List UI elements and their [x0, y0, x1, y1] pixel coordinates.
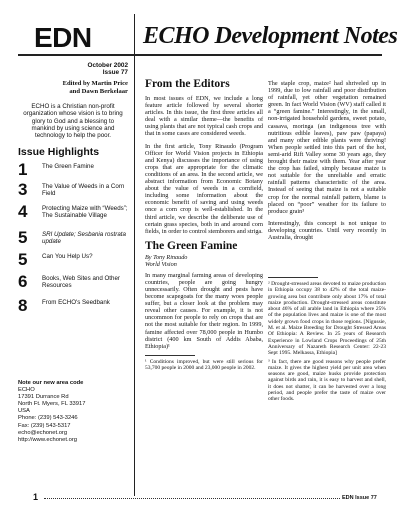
- sidebar: [18, 62, 128, 317]
- address-line: USA: [18, 408, 30, 415]
- highlight-page: 3: [18, 180, 28, 200]
- highlight-item[interactable]: [18, 273, 128, 297]
- masthead-short: EDN: [34, 22, 92, 53]
- footnote-rule: [145, 355, 195, 356]
- article-column-middle: [145, 78, 263, 371]
- highlights-title: Issue Highlights: [18, 146, 100, 159]
- highlight-item[interactable]: [18, 181, 128, 203]
- editors-paragraph: In the first article, Tony Rinaudo (Program Officer for World Vision projects in Ethiopia and Kenya) discusses the importance of using crops that are appropriate for the climatic conditions of an area. In the second article, we abstract information from Economic Botany about the value of weeds in a cornfield, including some information about the economic benefit of saving and using weeds once a corn crop is well-established. In the third article, we describe the deliberate use of certain grass species, both in and around corn fields, in order to control stemborers and striga.: [145, 142, 263, 235]
- footnote-rule: [268, 277, 318, 278]
- article-affiliation: World Vision: [145, 260, 177, 268]
- highlight-text: From ECHO's Seedbank: [42, 299, 110, 307]
- highlight-text: Protecting Maize with “Weeds”; The Sustainable Village: [42, 205, 128, 220]
- highlight-text: [42, 231, 130, 245]
- highlight-text: The Green Famine: [42, 163, 94, 171]
- masthead-title: ECHO Development Notes: [143, 23, 398, 49]
- article-paragraph: In many marginal farming areas of developing countries, people are going hungry unnecessarily. Often drought and pests have become scapegoats for the many woes people suffer, but a closer look at the problem may reveal other causes. For example, it is not uncommon for people to rely on crops that are not the most suitable for their region. In 1999, famine affected over 78,000 people in Humbo district (400 km South of Addis Ababa, Ethiopia)¹: [145, 271, 263, 350]
- address-heading: Note our new area code: [18, 380, 84, 386]
- highlight-item[interactable]: [18, 203, 128, 229]
- phone-number: Phone: (239) 543-3246: [18, 415, 78, 422]
- highlight-item[interactable]: [18, 229, 128, 251]
- footer-rule: [44, 498, 340, 499]
- footnotes-right: [268, 273, 386, 403]
- issue-date: October 2002: [87, 62, 128, 69]
- highlight-text: Books, Web Sites and Other Resources: [42, 275, 120, 290]
- address-line: ECHO: [18, 387, 35, 394]
- address-line: North Ft. Myers, FL 33917: [18, 401, 86, 408]
- article-title: The Green Famine: [145, 239, 238, 252]
- article-column-right: [268, 80, 386, 246]
- footnote: ³ In fact, there are good reasons why people prefer maize. It gives the highest yield per unit area when seasons are good, maize husks provide protection against birds and rain, it is easy to harvest and shell, it does not shatter, it can be harvested over a long period, and people prefer the taste of maize over other foods.: [268, 358, 386, 403]
- email-link[interactable]: echo@echonet.org: [18, 429, 68, 436]
- editors-paragraph: In most issues of EDN, we include a long feature article followed by several shorter articles. In this issue, the first three articles all deal with a similar theme—the benefits of using plants that are not typical cash crops and that in some cases are considered weeds.: [145, 95, 263, 138]
- footer-issue-label: EDN Issue 77: [342, 495, 377, 501]
- highlight-item[interactable]: [18, 161, 128, 181]
- highlight-page: 5: [18, 228, 28, 248]
- highlight-text-italic: SRI Update; Sesbania rostrata update: [42, 231, 126, 246]
- masthead-rule: [18, 54, 382, 56]
- article-paragraph: Interestingly, this concept is not unique to developing countries. Until very recently in Australia, drought: [268, 219, 386, 241]
- highlight-item[interactable]: [18, 251, 128, 273]
- column-divider: [134, 14, 135, 496]
- footnote: ² Drought-stressed areas devoted to maize production in Ethiopia occupy 38 to 42% of the total maize-growing area but contribute only about 17% of total maize production. Drought-stressed areas constitute about 46% of all arable land in Ethiopia where 25% of the population lives and maize is one of the most widely grown food crops in those regions. [Nigussie, M. et al. Maize Breeding for Drought Stressed Areas Of Ethiopia: A Review. In 25 years of Research Experience in Lowland Crops Proceedings of 25th Anniversary of Nazareth Research Center: 22-23 Sept 1995. Melkassa, Ethiopia]: [268, 281, 386, 357]
- editors-line: Edited by Martin Price: [62, 80, 128, 88]
- highlight-item[interactable]: [18, 297, 128, 317]
- website-link[interactable]: http://www.echonet.org: [18, 436, 77, 443]
- issue-number: Issue 77: [102, 69, 128, 77]
- highlight-page: 6: [18, 272, 28, 292]
- highlight-page: 5: [18, 250, 28, 270]
- editors-heading: From the Editors: [145, 78, 230, 90]
- highlight-page: 8: [18, 296, 28, 316]
- fax-number: Fax: (239) 543-5317: [18, 422, 71, 429]
- highlight-page: 4: [18, 202, 28, 222]
- page-number: 1: [33, 492, 39, 502]
- contact-address: [18, 380, 130, 444]
- footnote: ¹ Conditions improved, but were still serious for 53,700 people in 2000 and 23,000 people in 2002.: [145, 358, 263, 372]
- article-paragraph: The staple crop, maize² had shriveled up in 1999, due to low rainfall and poor distribution of rainfall, yet other vegetation remained green. In fact World Vision (WV) staff called it a “green famine.” Interestingly, in the small, non-irrigated household gardens, sweet potato, cassava, moringa (an indigenous tree with nutritious edible leaves), paw paw (papaya) and many other edible plants were thriving! When people settled into this part of the hot, semi-arid Rift Valley some 30 years ago, they brought their maize with them. Year after year the crop has failed, simply because maize is not suitable for the unreliable and erratic rainfall patterns characteristic of the area. Instead of seeing that maize is not a suitable crop for the normal rainfall pattern, blame is placed on “poor” weather for its failure to produce grain³: [268, 80, 386, 215]
- highlight-text: Can You Help Us?: [42, 253, 93, 261]
- article-author: By Tony Rinaudo: [145, 253, 188, 261]
- highlight-text: The Value of Weeds in a Corn Field: [42, 183, 125, 198]
- editors-credit: [18, 80, 128, 95]
- mission-statement: ECHO is a Christian non-profit organization whose vision is to bring glory to God and a blessing to mankind by using science and technology to help the poor.: [23, 103, 123, 140]
- editors-line: and Dawn Berkelaar: [69, 87, 128, 95]
- address-line: 17391 Durrance Rd: [18, 394, 69, 401]
- highlight-page: 1: [18, 160, 28, 180]
